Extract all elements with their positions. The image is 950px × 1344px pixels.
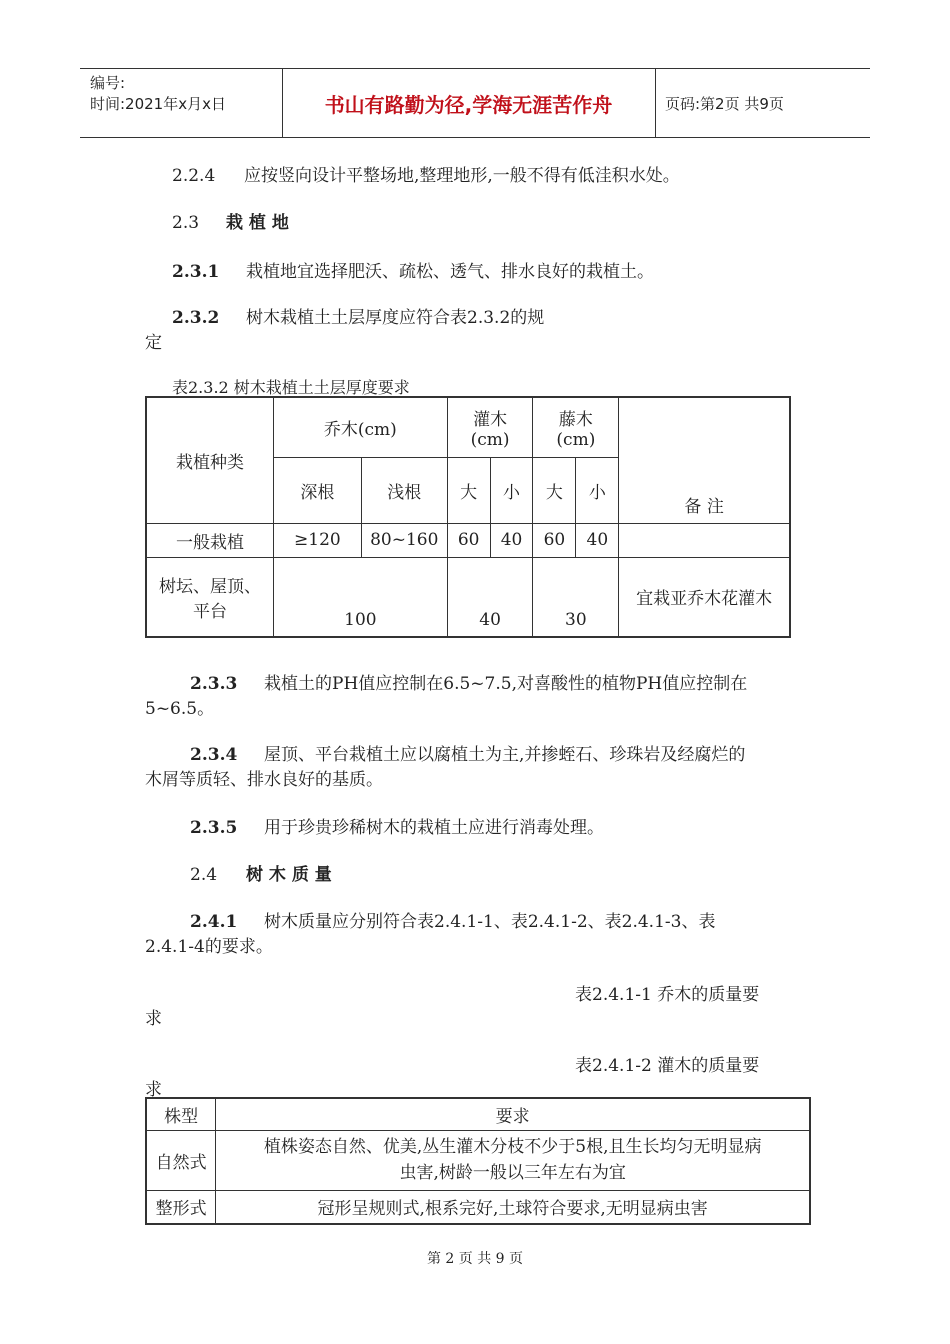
paragraph-continuation: 2.4.1-4的要求。 (145, 937, 273, 957)
header-meta (90, 73, 226, 115)
table-row (146, 1190, 810, 1224)
header-motto: 书山有路勤为径,学海无涯苦作舟 (324, 93, 613, 117)
section-number: 2.3.4 (190, 745, 238, 765)
cell-vine-big: 60 (533, 523, 576, 557)
cell-shrub-big: 60 (447, 523, 490, 557)
paragraph-text: 屋顶、平台栽植土应以腐植土为主,并掺蛭石、珍珠岩及经腐烂的 (264, 745, 746, 765)
paragraph-text: 栽植地宜选择肥沃、疏松、透气、排水良好的栽植土。 (246, 262, 654, 282)
header-shallow-root: 浅根 (361, 457, 447, 523)
cell-type: 树坛、屋顶、 平台 (146, 557, 274, 637)
header-vine-small: 小 (576, 457, 619, 523)
section-title: 树 木 质 量 (246, 865, 332, 885)
paragraph-2-4-1 (190, 907, 715, 932)
paragraph-text: 栽植土的PH值应控制在6.5~7.5,对喜酸性的植物PH值应控制在 (264, 674, 748, 694)
table-row (146, 557, 790, 637)
section-number: 2.2.4 (172, 166, 216, 186)
caption-continuation: 求 (145, 1009, 162, 1029)
section-number: 2.3 (172, 213, 200, 233)
paragraph-2-3-4 (190, 740, 745, 765)
caption-continuation: 求 (145, 1080, 162, 1100)
paragraph-text: 树木栽植土土层厚度应符合表2.3.2的规 (246, 308, 545, 328)
header-planting-type: 栽植种类 (146, 397, 274, 523)
header-remark: 备 注 (619, 397, 790, 523)
paragraph-2-3-2 (172, 303, 544, 328)
cell-vine-small: 40 (576, 523, 619, 557)
page-footer: 第 2 页 共 9 页 (426, 1251, 524, 1267)
section-number: 2.3.5 (190, 818, 238, 838)
header-requirement: 要求 (216, 1098, 810, 1130)
soil-depth-table (145, 396, 791, 638)
section-number: 2.3.2 (172, 308, 220, 328)
cell-vine: 30 (533, 557, 619, 637)
section-number: 2.4.1 (190, 912, 238, 932)
page-header (80, 68, 870, 138)
cell-arbor: 100 (274, 557, 448, 637)
doc-number: 编号: (90, 74, 126, 92)
cell-deep: ≥120 (274, 523, 362, 557)
table-caption: 表2.4.1-1 乔木的质量要 (575, 985, 760, 1005)
header-shrub-big: 大 (447, 457, 490, 523)
header-plant-type: 株型 (146, 1098, 216, 1130)
header-vine: 藤木 (cm) (533, 397, 619, 457)
cell-type: 自然式 (146, 1130, 216, 1190)
table-row (146, 1130, 810, 1190)
table-row (146, 523, 790, 557)
heading-2-3 (172, 208, 289, 233)
cell-remark (619, 523, 790, 557)
section-number: 2.4 (190, 865, 218, 885)
shrub-quality-table (145, 1097, 811, 1225)
cell-requirement: 植株姿态自然、优美,丛生灌木分枝不少于5根,且生长均匀无明显病 虫害,树龄一般以三年左右为宜 (216, 1130, 810, 1190)
paragraph-continuation: 木屑等质轻、排水良好的基质。 (145, 770, 383, 790)
section-number: 2.3.3 (190, 674, 238, 694)
table-caption: 表2.4.1-2 灌木的质量要 (575, 1056, 760, 1076)
paragraph-2-3-5 (190, 813, 604, 838)
header-arbor: 乔木(cm) (274, 397, 448, 457)
cell-shrub: 40 (447, 557, 533, 637)
header-shrub-small: 小 (490, 457, 533, 523)
paragraph-text: 应按竖向设计平整场地,整理地形,一般不得有低洼积水处。 (244, 166, 680, 186)
paragraph-2-3-1 (172, 257, 654, 282)
paragraph-2-3-3 (190, 669, 747, 694)
cell-type: 整形式 (146, 1190, 216, 1224)
section-title: 栽 植 地 (226, 213, 289, 233)
heading-2-4 (190, 860, 332, 885)
cell-shallow: 80~160 (361, 523, 447, 557)
paragraph-2-2-4 (172, 161, 680, 186)
paragraph-continuation: 5~6.5。 (145, 699, 215, 719)
cell-requirement: 冠形呈规则式,根系完好,土球符合要求,无明显病虫害 (216, 1190, 810, 1224)
table-caption: 表2.3.2 树木栽植土土层厚度要求 (172, 378, 410, 397)
header-page-info: 页码:第2页 共9页 (665, 95, 784, 113)
section-number: 2.3.1 (172, 262, 220, 282)
header-shrub: 灌木 (cm) (447, 397, 533, 457)
paragraph-continuation: 定 (145, 333, 162, 353)
cell-type: 一般栽植 (146, 523, 274, 557)
header-vine-big: 大 (533, 457, 576, 523)
header-divider (655, 69, 656, 137)
doc-time: 时间:2021年x月x日 (90, 95, 226, 113)
cell-shrub-small: 40 (490, 523, 533, 557)
header-deep-root: 深根 (274, 457, 362, 523)
paragraph-text: 树木质量应分别符合表2.4.1-1、表2.4.1-2、表2.4.1-3、表 (264, 912, 716, 932)
paragraph-text: 用于珍贵珍稀树木的栽植土应进行消毒处理。 (264, 818, 604, 838)
cell-remark: 宜栽亚乔木花灌木 (619, 557, 790, 637)
